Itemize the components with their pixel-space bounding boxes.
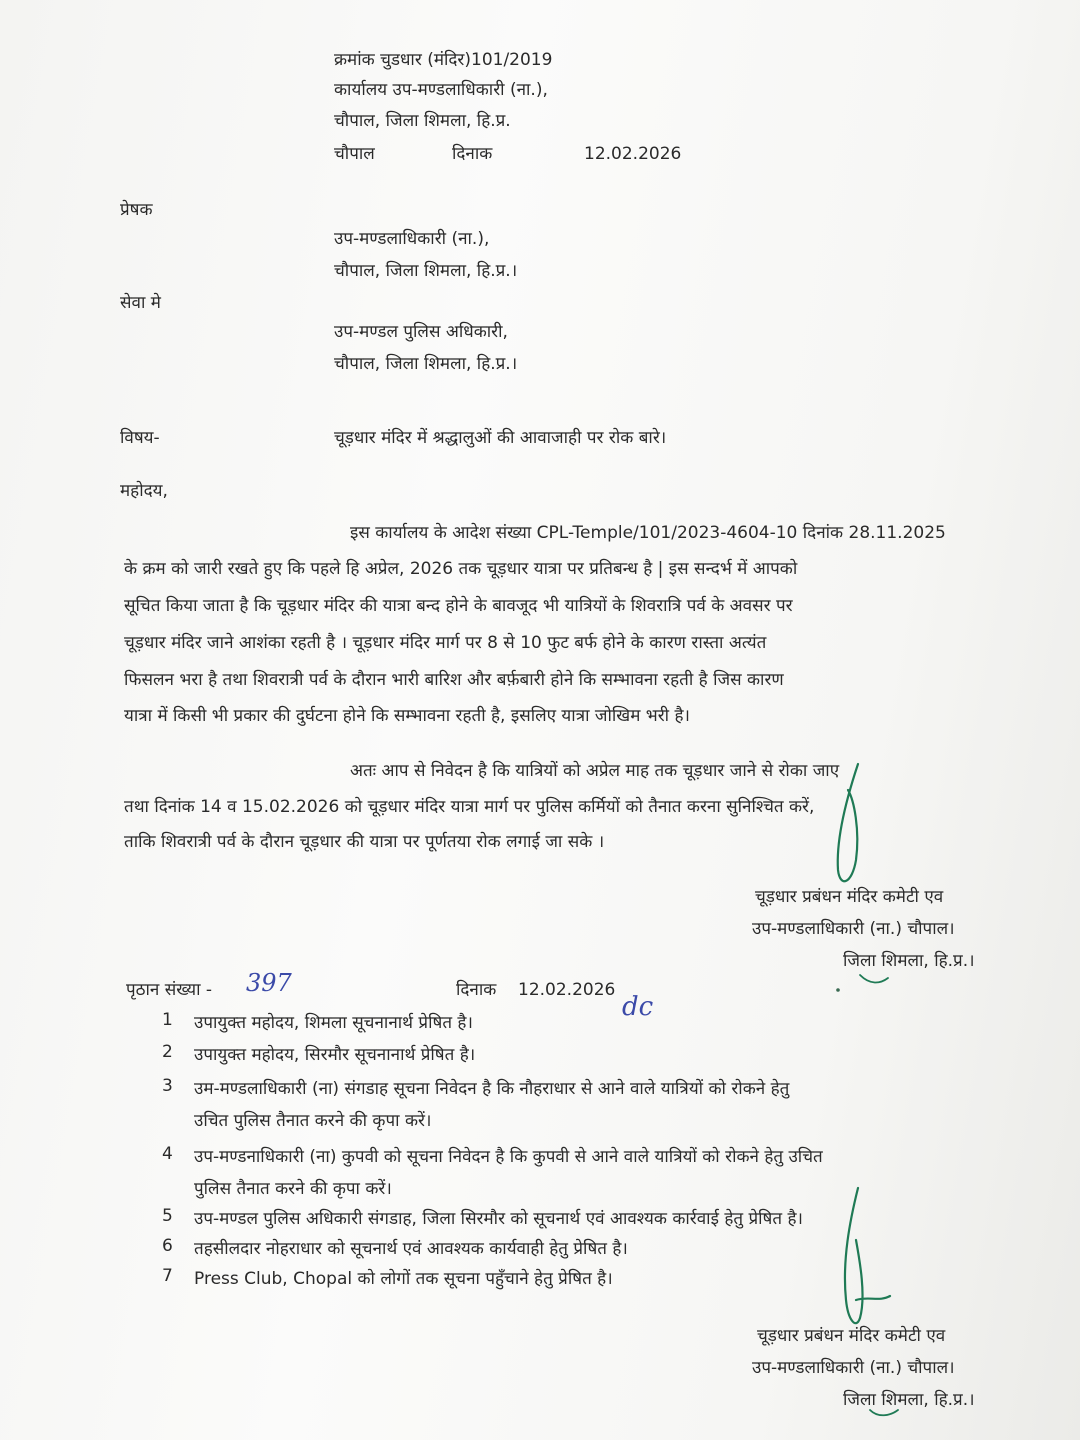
sender-label: प्रेषक (120, 200, 153, 220)
list-item-text: उम-मण्डलाधिकारी (ना) संगडाह सूचना निवेदन है कि नौहराधार से आने वाले यात्रियों को रोकने हेतु (194, 1079, 790, 1099)
list-item-text: उप-मण्डनाधिकारी (ना) कुपवी को सूचना निवेदन है कि कुपवी से आने वाले यात्रियों को रोकने हेतु उचित (194, 1147, 823, 1167)
header-date-label: दिनाक (452, 144, 493, 164)
list-item-text: तहसीलदार नोहराधार को सूचनार्थ एवं आवश्यक कार्यवाही हेतु प्रेषित है। (194, 1239, 628, 1259)
para1-line: इस कार्यालय के आदेश संख्या CPL-Temple/101/2023-4604-10 दिनांक 28.11.2025 (350, 523, 946, 543)
list-item-text: पुलिस तैनात करने की कृपा करें। (194, 1179, 392, 1199)
list-item-number: 6 (162, 1236, 173, 1256)
list-item-number: 2 (162, 1042, 173, 1062)
list-item-number: 3 (162, 1076, 173, 1096)
pen-signature-1 (838, 764, 858, 881)
signature2-line1: चूड़धार प्रबंधन मंदिर कमेटी एव (757, 1326, 946, 1346)
list-item-number: 7 (162, 1266, 173, 1286)
para1-line: चूड़धार मंदिर जाने आशंका रहती है । चूड़धार मंदिर मार्ग पर 8 से 10 फुट बर्फ होने के कारण रास्ता अत्यंत (124, 633, 767, 653)
signature1-line3: जिला शिमला, हि.प्र.। (843, 951, 975, 971)
recipient-label: सेवा मे (120, 293, 161, 313)
para1-line: के क्रम को जारी रखते हुए कि पहले हि अप्रेल, 2026 तक चूड़धार यात्रा पर प्रतिबन्ध है | इस सन्दर्भ में आपको (124, 559, 798, 579)
list-item-number: 4 (162, 1144, 173, 1164)
list-item-text: उचित पुलिस तैनात करने की कृपा करें। (194, 1111, 432, 1131)
para2-line: ताकि शिवरात्री पर्व के दौरान चूड़धार की यात्रा पर पूर्णतया रोक लगाई जा सके । (124, 832, 605, 852)
list-item-number: 5 (162, 1206, 173, 1226)
header-city: चौपाल (334, 144, 375, 164)
office-place: चौपाल, जिला शिमला, हि.प्र. (334, 111, 511, 131)
endorsement-initials: dc (622, 992, 654, 1022)
pen-signature-2 (845, 1188, 890, 1323)
office-name: कार्यालय उप-मण्डलाधिकारी (ना.), (334, 80, 548, 100)
signature1-line2: उप-मण्डलाधिकारी (ना.) चौपाल। (752, 919, 955, 939)
reference-number: क्रमांक चुडधार (मंदिर)101/2019 (334, 50, 553, 70)
list-item-text: उपायुक्त महोदय, शिमला सूचनानार्थ प्रेषित है। (194, 1013, 473, 1033)
recipient-line1: उप-मण्डल पुलिस अधिकारी, (334, 322, 508, 342)
recipient-line2: चौपाल, जिला शिमला, हि.प्र.। (334, 354, 518, 374)
list-item-text: उपायुक्त महोदय, सिरमौर सूचनानार्थ प्रेषित है। (194, 1045, 476, 1065)
endorsement-label: पृठान संख्या - (126, 980, 213, 1000)
sender-line1: उप-मण्डलाधिकारी (ना.), (334, 229, 490, 249)
signature2-line3: जिला शिमला, हि.प्र.। (843, 1390, 975, 1410)
list-item-text: Press Club, Chopal को लोगों तक सूचना पहुँचाने हेतु प्रेषित है। (194, 1269, 613, 1289)
endorsement-number: 397 (246, 969, 292, 997)
sender-line2: चौपाल, जिला शिमला, हि.प्र.। (334, 261, 518, 281)
signature2-line2: उप-मण्डलाधिकारी (ना.) चौपाल। (752, 1358, 955, 1378)
pen-signature-1-tail (860, 975, 888, 983)
para1-line: सूचित किया जाता है कि चूड़धार मंदिर की यात्रा बन्द होने के बावजूद भी यात्रियों के शिवरात्रि पर्व के अवसर पर (124, 596, 793, 616)
endorsement-date: 12.02.2026 (518, 980, 616, 1000)
signature1-line1: चूड़धार प्रबंधन मंदिर कमेटी एव (755, 887, 944, 907)
para1-line: फिसलन भरा है तथा शिवरात्री पर्व के दौरान भारी बारिश और बर्फ़बारी होने कि सम्भावना रहती है जिस कारण (124, 670, 784, 690)
salutation: महोदय, (120, 481, 168, 501)
list-item-text: उप-मण्डल पुलिस अधिकारी संगडाह, जिला सिरमौर को सूचनार्थ एवं आवश्यक कार्रवाई हेतु प्रेषित है। (194, 1209, 803, 1229)
ink-dot (836, 988, 840, 992)
para2-line: तथा दिनांक 14 व 15.02.2026 को चूड़धार मंदिर यात्रा मार्ग पर पुलिस कर्मियों को तैनात करना सुनिश्चित करें, (124, 797, 815, 817)
list-item-number: 1 (162, 1010, 173, 1030)
header-date: 12.02.2026 (584, 144, 682, 164)
subject-text: चूड़धार मंदिर में श्रद्धालुओं की आवाजाही पर रोक बारे। (334, 428, 667, 448)
endorsement-date-label: दिनाक (456, 980, 497, 1000)
subject-label: विषय- (120, 428, 160, 448)
para1-line: यात्रा में किसी भी प्रकार की दुर्घटना होने कि सम्भावना रहती है, इसलिए यात्रा जोखिम भरी है। (124, 706, 690, 726)
para2-line: अतः आप से निवेदन है कि यात्रियों को अप्रेल माह तक चूड़धार जाने से रोका जाए (350, 761, 840, 781)
